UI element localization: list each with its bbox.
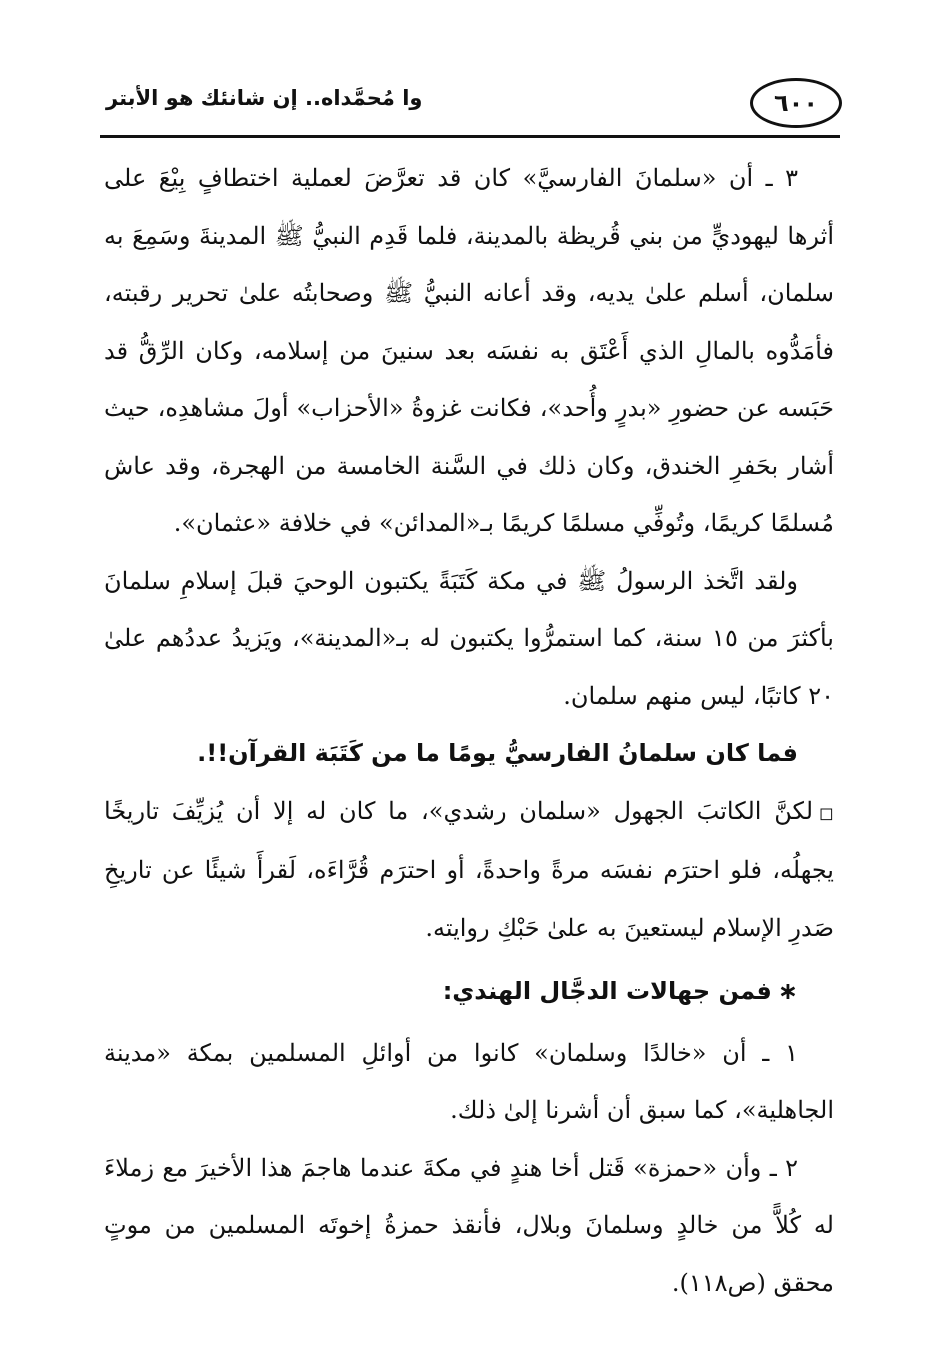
section-heading-text: فمن جهالات الدجَّال الهندي: (442, 977, 772, 1005)
page-number: ٦٠٠ (750, 78, 842, 128)
emphasis-line: فما كان سلمانُ الفارسيُّ يومًا ما من كَتَبَة القرآن!!. (197, 739, 798, 767)
running-title: وا مُحمَّداه.. إن شانئك هو الأبتر (106, 86, 423, 110)
asterisk-bullet-icon: ∗ (777, 977, 798, 1005)
list-item-2: ٢ ـ وأن «حمزة» قَتل أخا هندٍ في مكةَ عندما هاجمَ هذا الأخيرَ مع زملاءَ له كُلاًّ من خالدٍ وسلمانَ وبلال، فأنقذ حمزةُ إخوتَه المسلمين من موتٍ محقق (ص١١٨). (104, 1153, 834, 1297)
paragraph-3-text: لكنَّ الكاتبَ الجهول «سلمان رشدي»، ما كان له إلا أن يُزيِّفَ تاريخًا يجهلُه، فلو احترَم نفسَه مرةً واحدةً، أو احترَم قُرَّاءَه، لَقرأَ شيئًا عن تاريخِ صَدرِ الإسلام ليستعينَ به علىٰ حَبْكِ روايته. (104, 796, 834, 942)
page-header (100, 68, 840, 138)
square-bullet-icon: ◻ (819, 802, 834, 824)
paragraph-1: ٣ ـ أن «سلمانَ الفارسيَّ» كان قد تعرَّضَ لعملية اختطافٍ بِيْعَ على أثرها ليهوديٍّ من بني قُريظة بالمدينة، فلما قَدِم النبيُّ ﷺ المدينةَ وسَمِعَ به سلمان، أسلم علىٰ يديه، وقد أعانه النبيُّ ﷺ وصحابتُه علىٰ تحرير رقبته، فأمَدُّوه بالمالِ الذي أَعْتَق به نفسَه بعد سنينَ من إسلامه، وكان الرِّقُّ قد حَبَسه عن حضورِ «بدرٍ وأُحد»، فكانت غزوةُ «الأحزاب» أولَ مشاهدِه، حيث أشار بحَفرِ الخندق، وكان ذلك في السَّنة الخامسة من الهجرة، وقد عاش مُسلمًا كريمًا، وتُوفِّي مسلمًا كريمًا بـ«المدائن» في خلافة «عثمان». (104, 164, 835, 537)
page-body (104, 150, 834, 1312)
header-rule (100, 135, 840, 138)
paragraph-2: ولقد اتَّخذ الرسولُ ﷺ في مكة كَتَبَةً يكتبون الوحيَ قبلَ إسلامِ سلمانَ بأكثرَ من ١٥ سنة، كما استمرُّوا يكتبون له بـ«المدينة»، ويَزيدُ عددُهم علىٰ ٢٠ كاتبًا، ليس منهم سلمان. (104, 566, 834, 710)
list-item-1: ١ ـ أن «خالدًا وسلمان» كانوا من أوائلِ المسلمين بمكة «مدينة الجاهلية»، كما سبق أن أشرنا إلىٰ ذلك. (104, 1038, 834, 1124)
section-heading (104, 963, 834, 1021)
paragraph-3 (104, 783, 834, 958)
